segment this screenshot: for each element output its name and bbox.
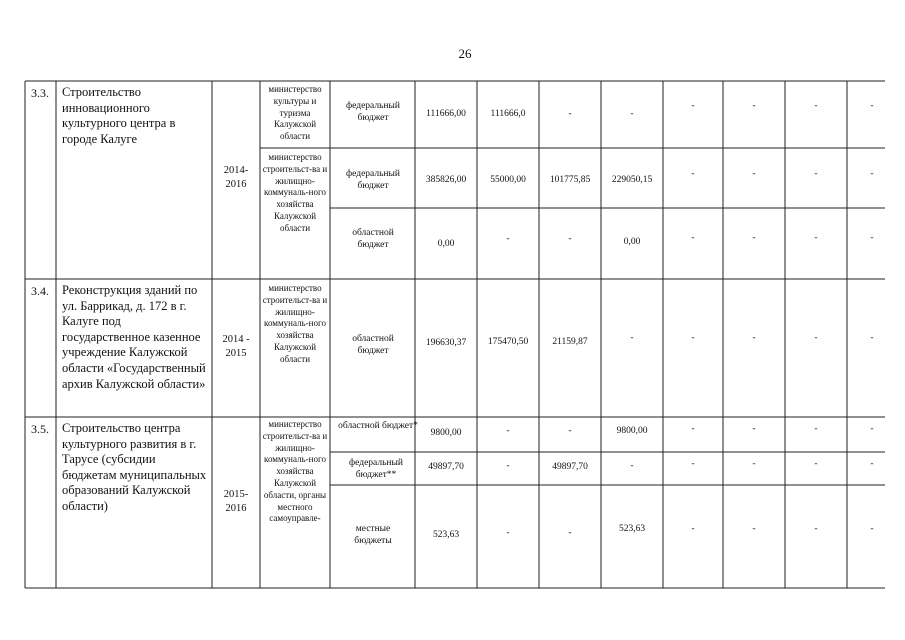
value-cell: - [568, 234, 572, 244]
row-number: 3.4. [31, 284, 49, 298]
value-cell: 49897,70 [552, 462, 588, 472]
value-cell: 55000,00 [490, 175, 526, 185]
value-cell: - [752, 101, 756, 111]
value-cell: - [691, 233, 695, 243]
value-cell: - [630, 461, 634, 471]
value-cell: - [506, 528, 510, 538]
value-cell: - [814, 333, 818, 343]
value-cell: - [870, 424, 874, 434]
value-cell: - [691, 169, 695, 179]
value-cell: - [568, 528, 572, 538]
value-cell: - [870, 101, 874, 111]
project-name: Строительство инновационного культурного центра в городе Калуге [62, 85, 176, 146]
value-cell: - [506, 426, 510, 436]
value-cell: 0,00 [437, 239, 455, 249]
value-cell: 523,63 [618, 524, 646, 534]
value-cell: 175470,50 [487, 337, 529, 347]
value-cell: - [630, 333, 634, 343]
value-cell: 196630,37 [425, 338, 467, 348]
value-cell: - [870, 169, 874, 179]
value-cell: - [814, 459, 818, 469]
row-number: 3.3. [31, 86, 49, 100]
value-cell: 523,63 [432, 530, 460, 540]
value-cell: - [506, 461, 510, 471]
value-cell: - [870, 333, 874, 343]
value-cell: - [870, 524, 874, 534]
value-cell: - [814, 424, 818, 434]
value-cell: - [752, 424, 756, 434]
value-cell: - [752, 333, 756, 343]
period: 2015- 2016 [223, 489, 249, 514]
value-cell: - [814, 524, 818, 534]
value-cell: 21159,87 [552, 337, 588, 347]
funding-source: федеральный бюджет** [349, 458, 403, 480]
value-cell: 111666,0 [490, 109, 526, 119]
value-cell: 9800,00 [430, 428, 462, 438]
executor: министерство строительст-ва и жилищно-коммуналь-ного хозяйства Калужской области, органы местного самоуправле- [262, 419, 328, 524]
value-cell: 101775,85 [549, 175, 591, 185]
funding-source: федеральный бюджет [346, 169, 400, 191]
value-cell: 9800,00 [616, 426, 648, 436]
executor: министерство культуры и туризма Калужской области [268, 84, 322, 142]
funding-source: федеральный бюджет [346, 101, 400, 123]
funding-source: областной бюджет* [338, 421, 418, 431]
row-number: 3.5. [31, 422, 49, 436]
value-cell: - [691, 524, 695, 534]
value-cell: - [506, 234, 510, 244]
period: 2014 - 2015 [222, 334, 250, 359]
value-cell: - [752, 169, 756, 179]
executor: министерство строительст-ва и жилищно-коммуналь-ного хозяйства Калужской области [262, 152, 328, 233]
project-name: Реконструкция зданий по ул. Баррикад, д. 172 в г. Калуге под государственное казенное учреждение Калужской области «Государственный архив Калужской области» [62, 283, 206, 391]
value-cell: - [814, 101, 818, 111]
value-cell: - [814, 233, 818, 243]
value-cell: 111666,00 [426, 109, 466, 119]
executor: министерство строительст-ва и жилищно-коммуналь-ного хозяйства Калужской области [262, 283, 328, 364]
value-cell: - [752, 233, 756, 243]
value-cell: - [814, 169, 818, 179]
value-cell: - [691, 459, 695, 469]
project-name: Строительство центра культурного развития в г. Тарусе (субсидии бюджетам муниципальных образований Калужской области) [62, 421, 207, 513]
value-cell: - [568, 426, 572, 436]
funding-source: областной бюджет [352, 228, 394, 250]
value-cell: - [630, 109, 634, 119]
value-cell: 0,00 [623, 237, 641, 247]
value-cell: - [568, 109, 572, 119]
page-number: 26 [458, 46, 472, 61]
value-cell: - [870, 459, 874, 469]
funding-source: местные бюджеты [354, 524, 392, 546]
value-cell: - [691, 424, 695, 434]
value-cell: 49897,70 [428, 462, 464, 472]
funding-source: областной бюджет [352, 334, 394, 356]
value-cell: - [691, 333, 695, 343]
value-cell: 385826,00 [425, 175, 467, 185]
period: 2014- 2016 [223, 165, 249, 190]
value-cell: - [870, 233, 874, 243]
value-cell: - [752, 459, 756, 469]
value-cell: 229050,15 [611, 175, 653, 185]
value-cell: - [752, 524, 756, 534]
value-cell: - [691, 101, 695, 111]
